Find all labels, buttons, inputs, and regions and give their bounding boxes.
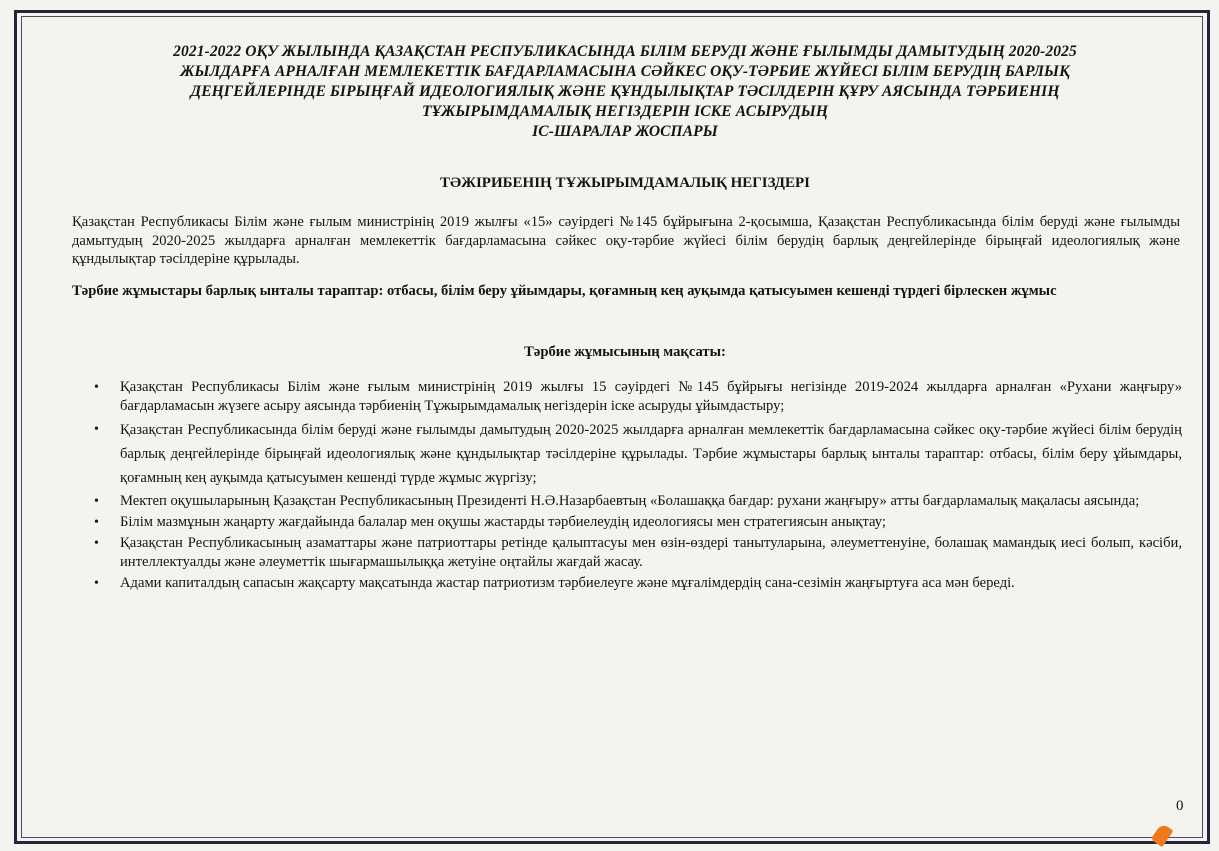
list-item-text: Білім мазмұнын жаңарту жағдайында балалар мен оқушы жастарды тәрбиелеудің идеологиясы мен стратегиясын анықтау; [120,514,886,530]
title-line: ЖЫЛДАРҒА АРНАЛҒАН МЕМЛЕКЕТТІК БАҒДАРЛАМАСЫНА СӘЙКЕС ОҚУ-ТӘРБИЕ ЖҮЙЕСІ БІЛІМ БЕРУДІҢ БАРЛЫҚ [180,63,1070,80]
list-item-text: Қазақстан Республикасында білім беруді және ғылымды дамытудың 2020-2025 жылдарға арналған мемлекеттік бағдарламасына сәйкес оқу-тәрбие жүйесі білім берудің барлық деңгейлерінде бірыңғай идеологиялық және құндылықтар тәсілдеріне құрылады. Тәрбие жұмыстары барлық ынталы тараптар: отбасы, білім беру ұйымдары, қоғамның кең ауқымда қатысуымен кешенді түрде жұмыс жүргізу; [120,422,1182,486]
title-line: ТҰЖЫРЫМДАМАЛЫҚ НЕГІЗДЕРІН ІСКЕ АСЫРУДЫҢ [421,103,829,120]
document-title [70,42,1180,142]
list-item-text: Мектеп оқушыларының Қазақстан Республикасының Президенті Н.Ә.Назарбаевтың «Болашаққа бағдар: рухани жаңғыру» атты бағдарламалық мақаласы аясында; [120,493,1140,509]
list-item-text: Адами капиталдың сапасын жақсарту мақсатында жастар патриотизм тәрбиелеуге және мұғалімдердің сана-сезімін жаңғыртуға аса мән береді. [120,575,1015,591]
bullet-icon: • [94,515,99,530]
list-item [92,378,1182,416]
page-number: 0 [1176,798,1184,814]
bullet-icon: • [94,422,99,437]
intro-bold-paragraph: Тәрбие жұмыстары барлық ынталы тараптар: отбасы, білім беру ұйымдары, қоғамның кең ауқымда қатысуымен кешенді түрдегі бірлескен жұмыс [72,283,1057,299]
list-item [92,574,1182,593]
title-line: ІС-ШАРАЛАР ЖОСПАРЫ [532,123,718,140]
section-subtitle: ТӘЖІРИБЕНІҢ ТҰЖЫРЫМДАМАЛЫҚ НЕГІЗДЕРІ [440,175,810,191]
intro-paragraph: Қазақстан Республикасы Білім және ғылым министрінің 2019 жылғы «15» сәуірдегі №145 бұйрығына 2-қосымша, Қазақстан Республикасында білім беруді және ғылымды дамытудың 2020-2025 жылдарға арналған мемлекеттік бағдарламасына сәйкес оқу-тәрбие жүйесі білім берудің барлық деңгейлерінде бірыңғай идеологиялық және құндылықтар тәсілдеріне құрылады. [72,214,1180,267]
list-item [92,492,1182,511]
bullet-icon: • [94,576,99,591]
bullet-icon: • [94,380,99,395]
title-line: 2021-2022 ОҚУ ЖЫЛЫНДА ҚАЗАҚСТАН РЕСПУБЛИКАСЫНДА БІЛІМ БЕРУДІ ЖӘНЕ ҒЫЛЫМДЫ ДАМЫТУДЫҢ 2020-2025 [173,43,1077,60]
list-item [92,513,1182,532]
list-item-text: Қазақстан Республикасының азаматтары және патриоттары ретінде қалыптасуы мен өзін-өздері танытуларына, әлеуметтенуіне, болашақ мамандық иесі болып, кәсіби, интеллектуалды және әлеуметтік шығармашылыққа жетуіне оңтайлы жағдай жасау. [120,535,1182,570]
bullet-icon: • [94,536,99,551]
title-line: ДЕҢГЕЙЛЕРІНДЕ БІРЫҢҒАЙ ИДЕОЛОГИЯЛЫҚ ЖӘНЕ ҚҰНДЫЛЫҚТАР ТӘСІЛДЕРІН ҚҰРУ АЯСЫНДА ТӘРБИЕНІҢ [190,83,1060,100]
list-item [92,418,1182,490]
bullet-icon: • [94,494,99,509]
list-item [92,534,1182,572]
list-item-text: Қазақстан Республикасы Білім және ғылым министрінің 2019 жылғы 15 сәуірдегі №145 бұйрығы негізінде 2019-2024 жылдарға арналған «Рухани жаңғыру» бағдарламасын жүзеге асыру аясында тәрбиенің Тұжырымдамалық негіздерін іске асыруды ұйымдастыру; [120,379,1182,414]
goals-list [92,378,1182,595]
goals-heading: Тәрбие жұмысының мақсаты: [524,344,726,360]
